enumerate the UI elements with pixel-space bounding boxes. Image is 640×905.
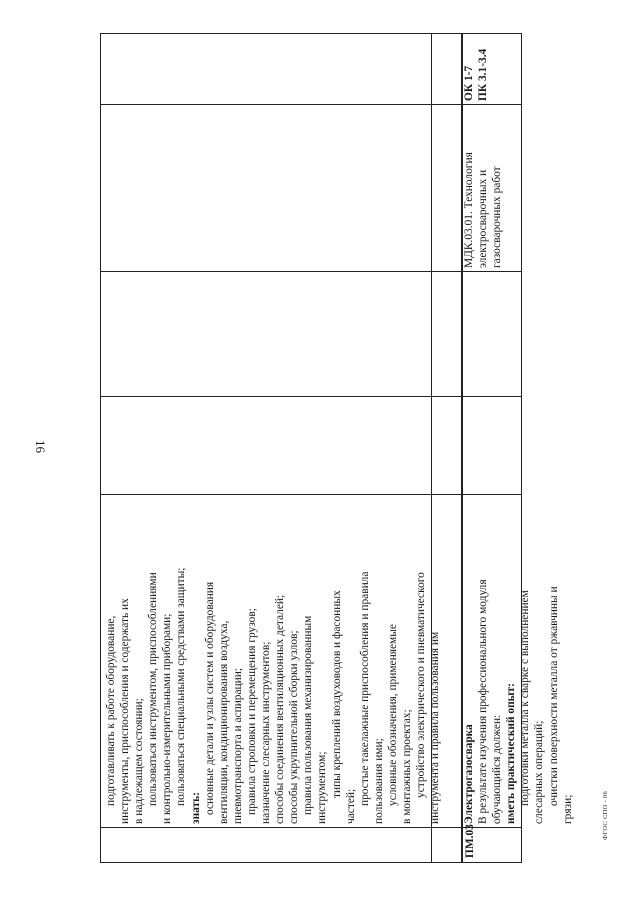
- requirement-line: очистки поверхности металла от ржавчины и: [547, 586, 560, 806]
- curriculum-table: [100, 33, 574, 863]
- requirement-line: устройство электрического и пневматического: [415, 572, 428, 798]
- requirement-line: пневмотранспорта и аспирации;: [231, 667, 244, 824]
- requirement-line: иметь практический опыт:: [505, 683, 518, 824]
- module-code: ПМ.03: [464, 824, 476, 858]
- requirement-line: подготавливать к работе оборудование,: [105, 615, 117, 806]
- requirement-line: правила строповки и перемещения грузов;: [245, 608, 258, 815]
- requirement-line: назначение слесарных инструментов;: [260, 641, 273, 824]
- page-number: 16: [33, 440, 48, 453]
- requirement-line: пользования ими;: [372, 738, 385, 824]
- continued-requirements-text: [101, 495, 442, 828]
- requirement-line: знать:: [189, 792, 202, 824]
- requirement-line: инструменты, приспособления и содержать их: [119, 598, 132, 824]
- requirement-line: и контрольно-измерительными приборами;: [161, 613, 174, 824]
- course-line: электросварочных и: [477, 169, 490, 268]
- requirement-line: типы креплений воздуховодов и фасонных: [330, 590, 343, 798]
- requirement-line: основные детали и узлы систем и оборудования: [203, 581, 216, 815]
- requirement-line: Электрогазосварка: [463, 724, 475, 824]
- footer-standard-code: ФГОС СПО - 06: [602, 790, 609, 840]
- requirement-line: в монтажных проектах;: [400, 709, 413, 824]
- requirement-line: вентиляции, кондиционирования воздуха,: [217, 620, 230, 824]
- requirement-line: пользоваться специальными средствами защиты;: [175, 567, 188, 806]
- requirement-line: обучающийся должен:: [491, 714, 504, 824]
- requirement-line: способы соединения вентиляционных деталей;: [274, 594, 287, 824]
- requirement-line: правила пользования механизированным: [302, 615, 315, 815]
- requirement-line: инструментом;: [316, 751, 329, 824]
- competency-professional: ПК 3.1-3.4: [477, 48, 490, 101]
- requirement-line: простые такелажные приспособления и правила: [358, 571, 371, 806]
- competency-general: ОК 1-7: [463, 65, 475, 101]
- requirement-line: в надлежащем состоянии;: [133, 698, 146, 824]
- requirement-line: грязи;: [561, 794, 574, 824]
- requirement-line: способы укрупнительной сборки узлов;: [288, 630, 301, 824]
- requirement-line: условные обозначения, применяемые: [386, 624, 399, 806]
- column-divider: [101, 271, 521, 272]
- requirement-line: подготовки металла к сварке с выполнением: [519, 590, 532, 806]
- competency-codes: [461, 32, 523, 105]
- interdisciplinary-course: [461, 105, 523, 272]
- course-line: газосварочных работ: [491, 166, 504, 268]
- course-line: МДК.03.01. Технология: [463, 152, 475, 268]
- module-requirements-text: [461, 495, 574, 828]
- requirement-line: слесарных операций;: [533, 720, 546, 824]
- requirement-line: пользоваться инструментом, приспособлениями: [147, 572, 160, 806]
- column-divider: [101, 104, 521, 105]
- column-divider: [101, 396, 521, 397]
- requirement-line: инструмента и правила пользования им: [429, 631, 442, 824]
- requirement-line: В результате изучения профессионального модуля: [477, 579, 490, 824]
- requirement-line: частей;: [344, 788, 357, 824]
